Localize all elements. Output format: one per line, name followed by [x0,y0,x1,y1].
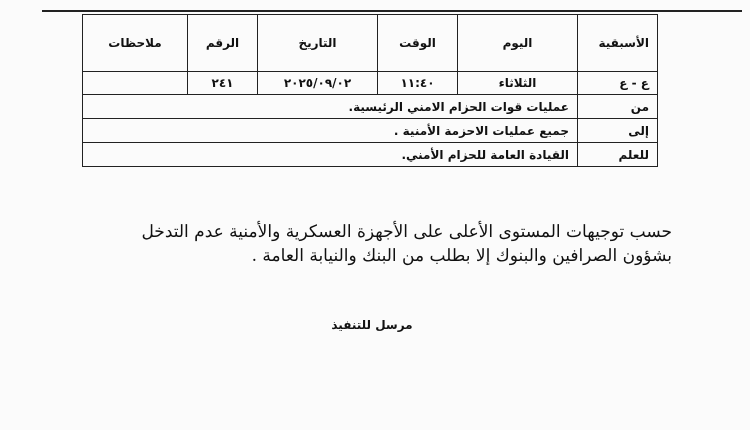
header-time: الوقت [378,15,458,72]
header-day: اليوم [458,15,578,72]
value-week: ع - ع [578,72,658,95]
send-for-execution-note: مرسل للتنفيذ [331,318,413,332]
value-number: ٢٤١ [188,72,258,95]
body-line-1: حسب توجيهات المستوى الأعلى على الأجهزة العسكرية والأمنية عدم التدخل [141,222,672,242]
info-label: للعلم [578,143,658,167]
value-date: ٢٠٢٥/٠٩/٠٢ [258,72,378,95]
message-form-table [82,14,658,167]
to-value: جميع عمليات الاحزمة الأمنية . [83,119,578,143]
value-time: ١١:٤٠ [378,72,458,95]
value-notes [83,72,188,95]
values-row [83,72,658,95]
header-number: الرقم [188,15,258,72]
to-row [83,119,658,143]
top-rule [42,10,742,12]
to-label: إلى [578,119,658,143]
header-row [83,15,658,72]
message-body [52,220,672,268]
header-week: الأسبقية [578,15,658,72]
header-notes: ملاحظات [83,15,188,72]
value-day: الثلاثاء [458,72,578,95]
info-row [83,143,658,167]
from-row [83,95,658,119]
body-line-2: بشؤون الصرافين والبنوك إلا بطلب من البنك والنيابة العامة . [251,246,672,266]
from-value: عمليات قوات الحزام الامني الرئيسية. [83,95,578,119]
from-label: من [578,95,658,119]
header-date: التاريخ [258,15,378,72]
info-value: القيادة العامة للحزام الأمني. [83,143,578,167]
